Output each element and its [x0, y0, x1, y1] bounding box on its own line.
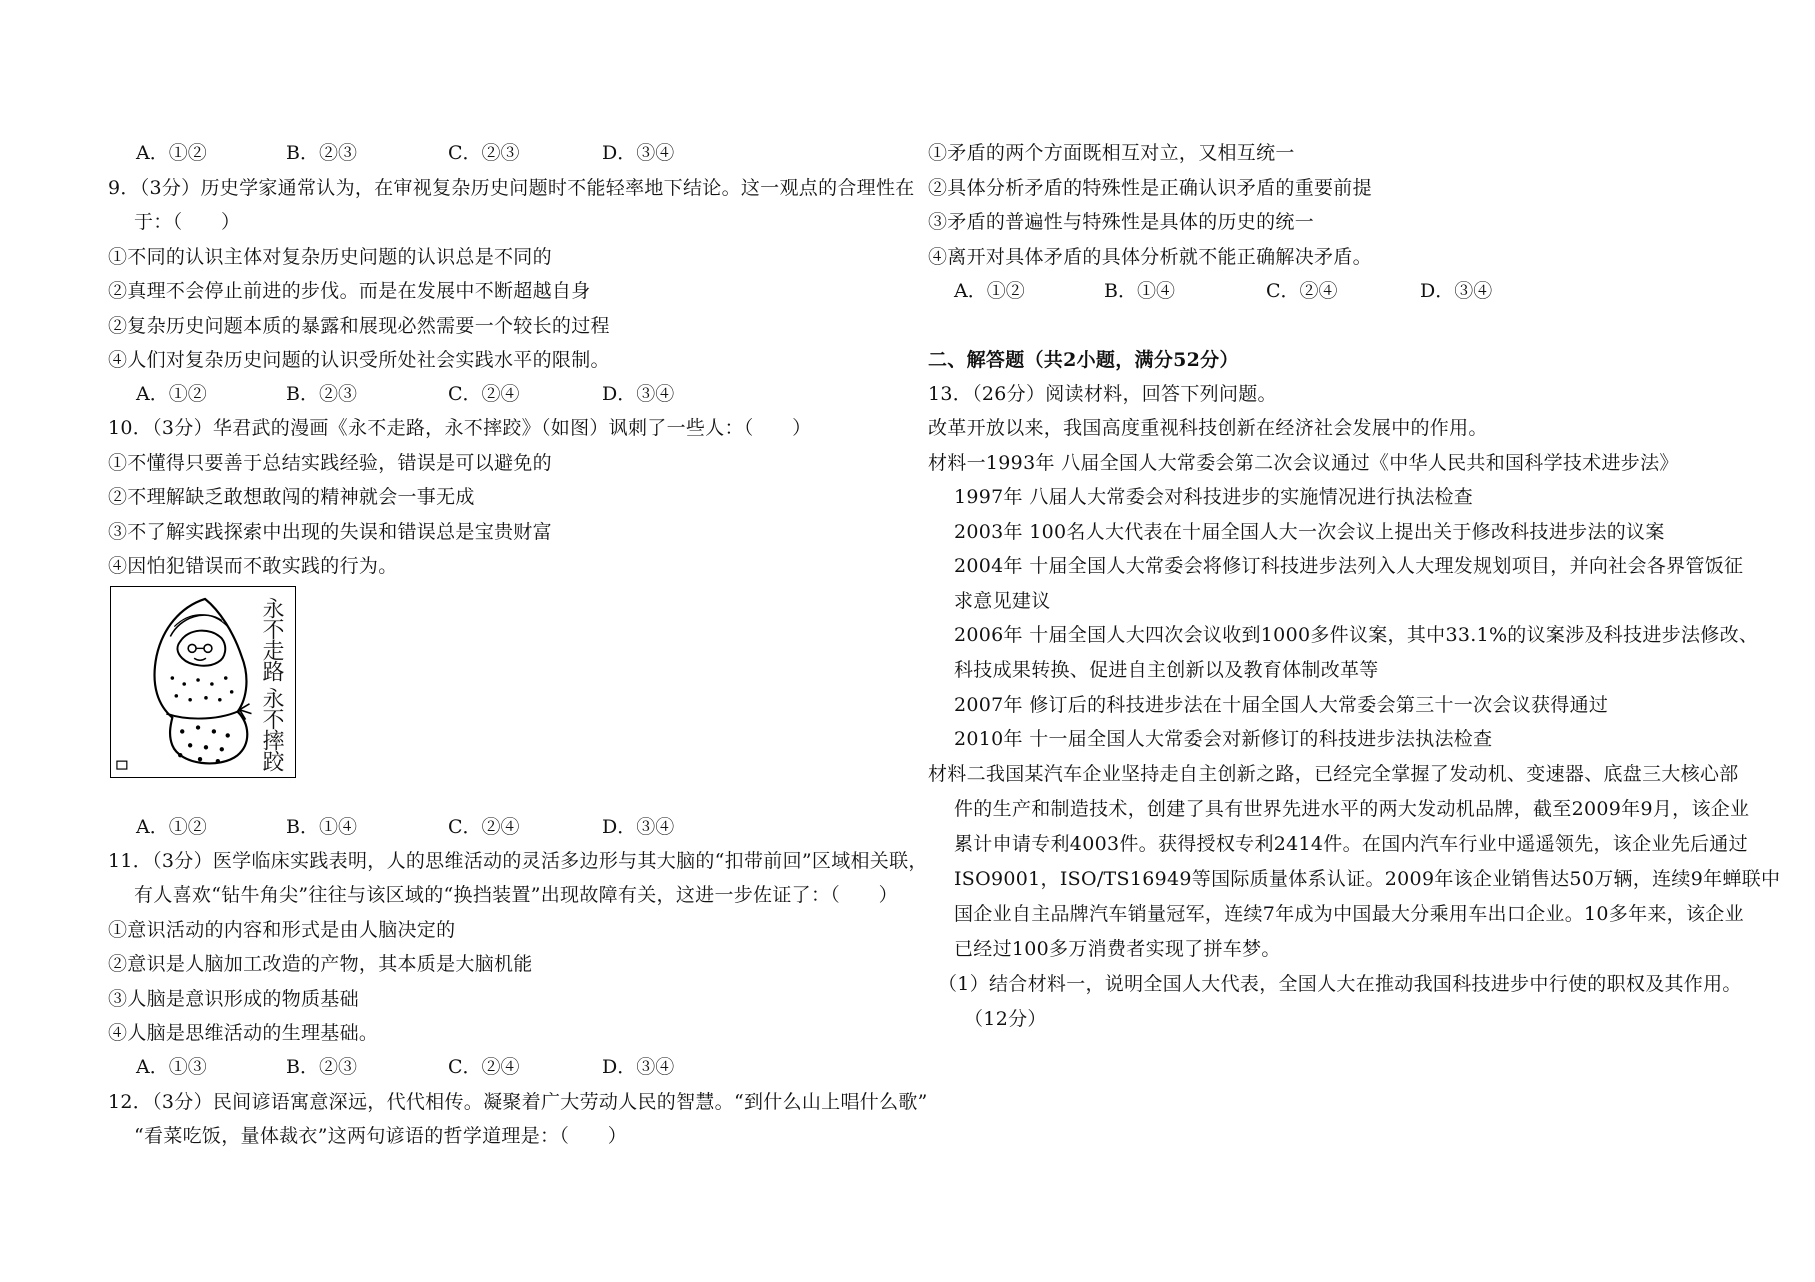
q9-item-4: ④人们对复杂历史问题的认识受所处社会实践水平的限制。 — [108, 349, 610, 371]
option-b[interactable]: B．①④ — [286, 816, 357, 838]
q12-options — [954, 278, 1654, 304]
option-d[interactable]: D．③④ — [1420, 280, 1493, 302]
material1-line: 2004年 十届全国人大常委会将修订科技进步法列入人大理发规划项目，并向社会各界管饭征 — [954, 555, 1744, 577]
q13-sub1: （1）结合材料一，说明全国人大代表，全国人大在推动我国科技进步中行使的职权及其作用。 — [938, 973, 1742, 995]
material2-line: 累计申请专利4003件。获得授权专利2414件。在国内汽车行业中遥遥领先，该企业先后通过 — [954, 833, 1748, 855]
material2-heading: 材料二我国某汽车企业坚持走自主创新之路，已经完全掌握了发动机、变速器、底盘三大核心部 — [928, 763, 1739, 785]
q13-intro: 改革开放以来，我国高度重视科技创新在经济社会发展中的作用。 — [928, 417, 1488, 439]
q13-sub1-score: （12分） — [964, 1008, 1047, 1030]
q10-options — [136, 814, 836, 840]
q10-cartoon-image — [110, 586, 296, 778]
q10-stem: 10．（3分）华君武的漫画《永不走路，永不摔跤》（如图）讽刺了一些人：（ ） — [108, 417, 812, 439]
material1-line: 科技成果转换、促进自主创新以及教育体制改革等 — [954, 659, 1379, 681]
option-b[interactable]: B．②③ — [286, 1056, 357, 1078]
q12-item-4: ④离开对具体矛盾的具体分析就不能正确解决矛盾。 — [928, 246, 1372, 268]
q10-item-3: ③不了解实践探索中出现的失误和错误总是宝贵财富 — [108, 521, 552, 543]
option-a[interactable]: A．①② — [136, 383, 207, 405]
option-a[interactable]: A．①② — [136, 816, 207, 838]
q12-item-2: ②具体分析矛盾的特殊性是正确认识矛盾的重要前提 — [928, 177, 1372, 199]
q10-item-4: ④因怕犯错误而不敢实践的行为。 — [108, 555, 398, 577]
q13-stem: 13．（26分）阅读材料，回答下列问题。 — [928, 383, 1277, 405]
material1-line: 2006年 十届全国人大四次会议收到1000多件议案，其中33.1%的议案涉及科技进步法修改、 — [954, 624, 1759, 646]
material2-line: ISO9001，ISO/TS16949等国际质量体系认证。2009年该企业销售达50万辆，连续9年蝉联中 — [954, 868, 1781, 890]
q12-stem: 12．（3分）民间谚语寓意深远，代代相传。凝聚着广大劳动人民的智慧。“到什么山上唱什么歌” — [108, 1091, 928, 1113]
q9-item-3: ②复杂历史问题本质的暴露和展现必然需要一个较长的过程 — [108, 315, 610, 337]
material1-line: 1997年 八届人大常委会对科技进步的实施情况进行执法检查 — [954, 486, 1474, 508]
section-heading: 二、解答题（共2小题，满分52分） — [928, 349, 1239, 371]
option-d[interactable]: D．③④ — [602, 816, 675, 838]
q9-options — [136, 381, 836, 407]
option-b[interactable]: B．②③ — [286, 142, 357, 164]
cartoon-caption: 永不走路 永不摔跤 — [259, 597, 284, 771]
q11-options — [136, 1054, 836, 1080]
option-d[interactable]: D．③④ — [602, 383, 675, 405]
option-a[interactable]: A．①③ — [136, 1056, 207, 1078]
q11-item-3: ③人脑是意识形成的物质基础 — [108, 988, 359, 1010]
material1-line: 2007年 修订后的科技进步法在十届全国人大常委会第三十一次会议获得通过 — [954, 694, 1609, 716]
option-a[interactable]: A．①② — [136, 142, 207, 164]
option-d[interactable]: D．③④ — [602, 1056, 675, 1078]
q10-item-1: ①不懂得只要善于总结实践经验，错误是可以避免的 — [108, 452, 552, 474]
material1-heading: 材料一1993年 八届全国人大常委会第二次会议通过《中华人民共和国科学技术进步法》 — [928, 452, 1679, 474]
q9-stem: 9．（3分）历史学家通常认为，在审视复杂历史问题时不能轻率地下结论。这一观点的合理性在 — [108, 177, 915, 199]
option-b[interactable]: B．②③ — [286, 383, 357, 405]
q11-stem: 11．（3分）医学临床实践表明，人的思维活动的灵活多边形与其大脑的“扣带前回”区域相关联， — [108, 850, 928, 872]
material2-line: 件的生产和制造技术，创建了具有世界先进水平的两大发动机品牌，截至2009年9月，该企业 — [954, 798, 1750, 820]
option-c[interactable]: C．②④ — [448, 1056, 520, 1078]
q10-item-2: ②不理解缺乏敢想敢闯的精神就会一事无成 — [108, 486, 475, 508]
q12-stem-cont: “看菜吃饭，量体裁衣”这两句谚语的哲学道理是：（ ） — [134, 1125, 628, 1147]
option-c[interactable]: C．②④ — [448, 383, 520, 405]
option-a[interactable]: A．①② — [954, 280, 1025, 302]
option-d[interactable]: D．③④ — [602, 142, 675, 164]
material2-line: 已经过100多万消费者实现了拼车梦。 — [954, 938, 1281, 960]
q9-stem-cont: 于：（ ） — [134, 211, 241, 233]
q11-item-1: ①意识活动的内容和形式是由人脑决定的 — [108, 919, 456, 941]
option-c[interactable]: C．②④ — [1266, 280, 1338, 302]
material2-line: 国企业自主品牌汽车销量冠军，连续7年成为中国最大分乘用车出口企业。10多年来，该企业 — [954, 903, 1744, 925]
q11-stem-cont: 有人喜欢“钻牛角尖”往往与该区域的“换挡装置”出现故障有关，这进一步佐证了：（ ） — [134, 884, 898, 906]
q8-options — [136, 140, 836, 166]
q9-item-1: ①不同的认识主体对复杂历史问题的认识总是不同的 — [108, 246, 552, 268]
q12-item-1: ①矛盾的两个方面既相互对立，又相互统一 — [928, 142, 1295, 164]
material1-line: 2010年 十一届全国人大常委会对新修订的科技进步法执法检查 — [954, 728, 1493, 750]
q12-item-3: ③矛盾的普遍性与特殊性是具体的历史的统一 — [928, 211, 1315, 233]
q11-item-2: ②意识是人脑加工改造的产物，其本质是大脑机能 — [108, 953, 533, 975]
material1-line: 求意见建议 — [954, 590, 1051, 612]
q9-item-2: ②真理不会停止前进的步伐。而是在发展中不断超越自身 — [108, 280, 591, 302]
option-c[interactable]: C．②④ — [448, 816, 520, 838]
q11-item-4: ④人脑是思维活动的生理基础。 — [108, 1022, 379, 1044]
option-c[interactable]: C．②③ — [448, 142, 520, 164]
material1-line: 2003年 100名人大代表在十届全国人大一次会议上提出关于修改科技进步法的议案 — [954, 521, 1665, 543]
option-b[interactable]: B．①④ — [1104, 280, 1175, 302]
